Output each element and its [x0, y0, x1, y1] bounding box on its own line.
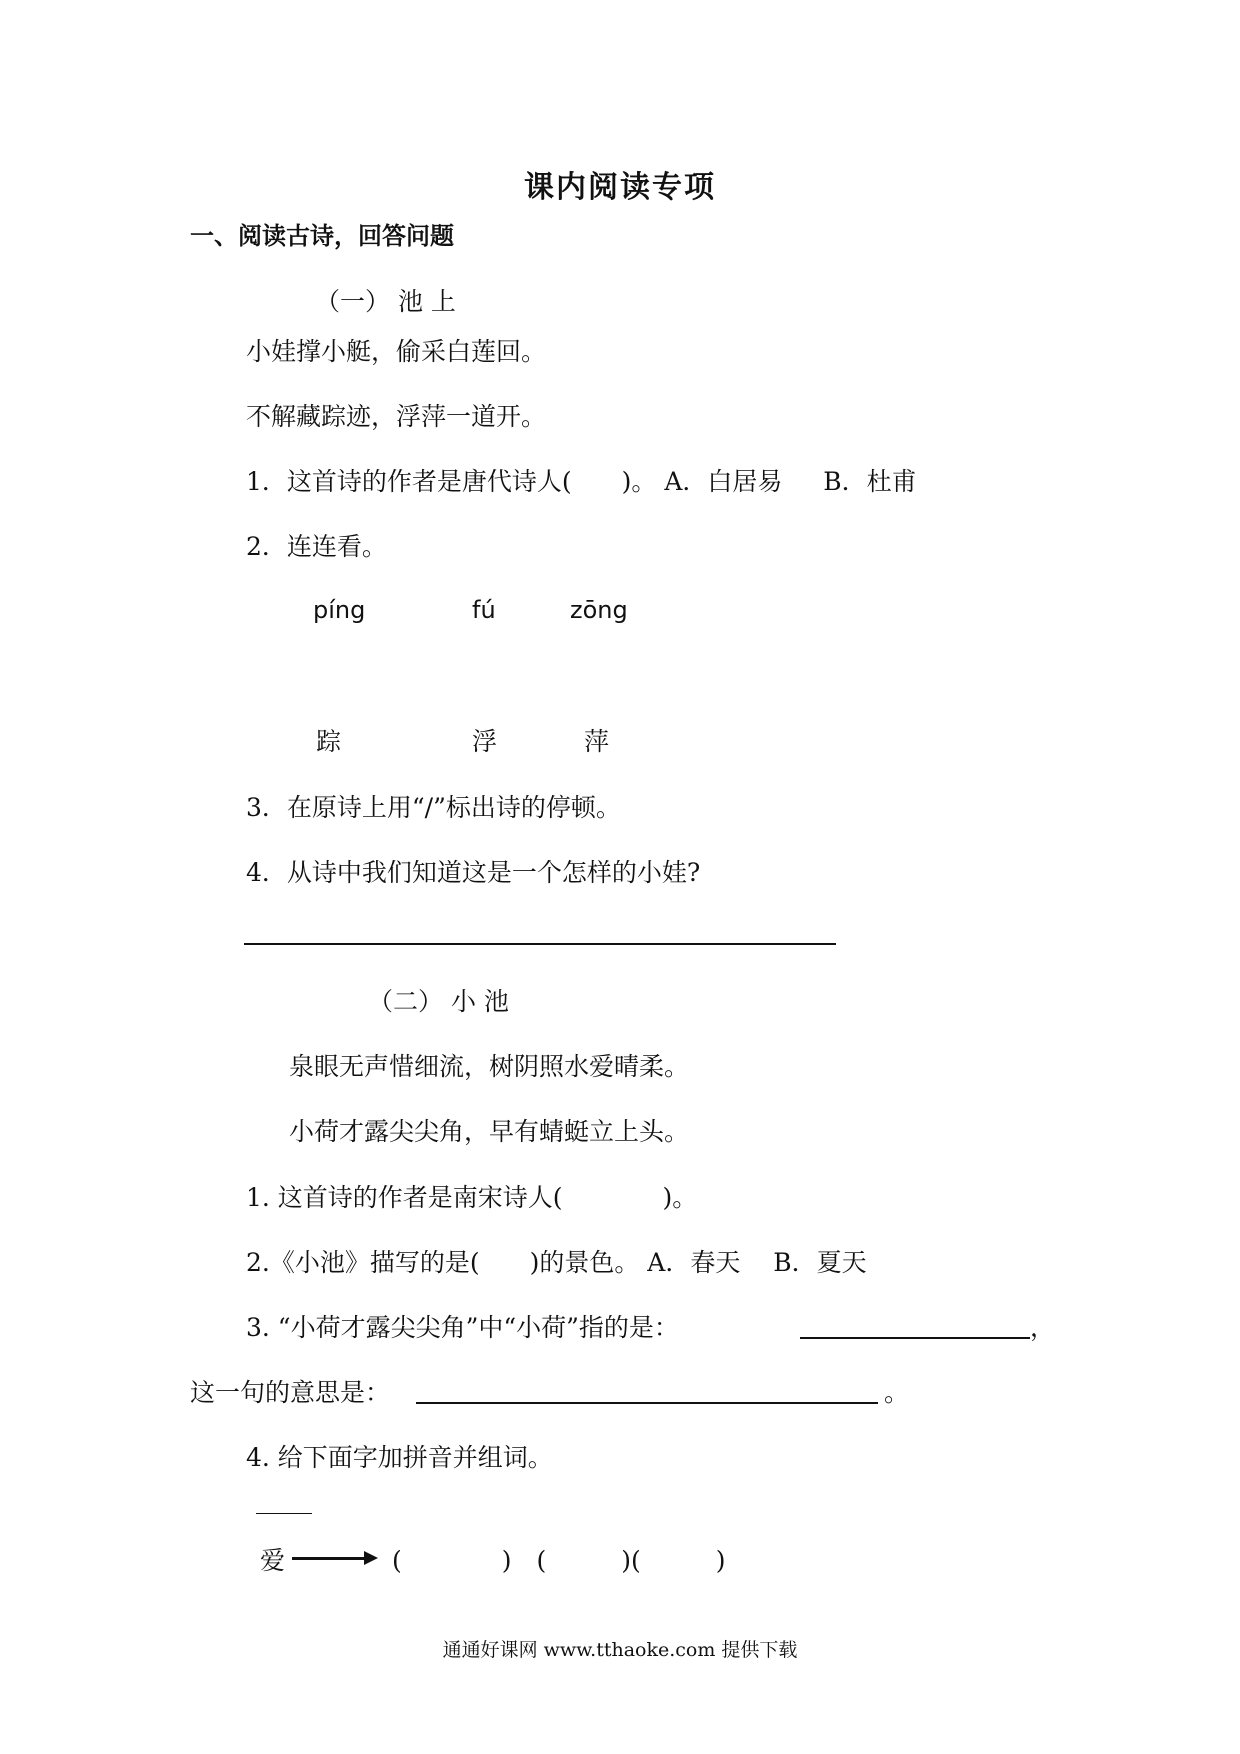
poem1-question-3: 3．在原诗上用“/”标出诗的停顿。 [246, 793, 621, 822]
arrow-right-icon [364, 1551, 378, 1565]
poem1-line-1: 小娃撑小艇，偷采白莲回。 [246, 337, 547, 366]
arrow-line [292, 1557, 366, 1560]
match-char-3: 萍 [584, 727, 610, 756]
pinyin-blank-line[interactable] [256, 1513, 312, 1514]
answer-line[interactable] [800, 1337, 1030, 1339]
page-title: 课内阅读专项 [524, 170, 716, 205]
pinyin-2: fú [472, 596, 496, 624]
poem1-question-1: 1．这首诗的作者是唐代诗人( )。 A．白居易 B．杜甫 [246, 467, 917, 496]
poem1-question-2: 2．连连看。 [246, 532, 387, 561]
poem2-question-3-text: 3. “小荷才露尖尖角”中“小荷”指的是： [246, 1313, 679, 1342]
footer: 通通好课网 www.tthaoke.com 提供下载 [442, 1639, 798, 1661]
answer-line[interactable] [244, 943, 836, 945]
poem2-title: （二） 小 池 [368, 987, 509, 1016]
answer-line[interactable] [416, 1402, 878, 1404]
pinyin-3: zōng [570, 596, 628, 624]
q4-blanks: ( ) ( )( ) [392, 1546, 726, 1575]
match-char-2: 浮 [472, 727, 498, 756]
section-heading: 一、阅读古诗，回答问题 [190, 222, 454, 250]
poem2-question-3 [246, 1308, 679, 1344]
poem1-question-4: 4．从诗中我们知道这是一个怎样的小娃? [246, 858, 701, 887]
q4-char: 爱 [260, 1546, 286, 1575]
pinyin-1: píng [313, 596, 366, 624]
poem2-line-1: 泉眼无声惜细流，树阴照水爱晴柔。 [289, 1052, 690, 1081]
poem1-line-2: 不解藏踪迹，浮萍一道开。 [246, 402, 547, 431]
poem2-question-1: 1. 这首诗的作者是南宋诗人( )。 [246, 1183, 698, 1212]
question-3-period: 。 [884, 1378, 910, 1407]
poem2-question-2: 2.《小池》描写的是( )的景色。 A．春天 B．夏天 [246, 1248, 867, 1277]
poem2-line-2: 小荷才露尖尖角，早有蜻蜓立上头。 [289, 1117, 690, 1146]
poem2-question-3-line2: 这一句的意思是： [190, 1378, 391, 1407]
poem1-title-text: （一） 池 上 [315, 287, 456, 316]
question-3-comma: ， [1030, 1313, 1056, 1342]
poem2-question-4: 4. 给下面字加拼音并组词。 [246, 1443, 553, 1472]
poem1-title [315, 282, 456, 318]
match-char-1: 踪 [316, 727, 342, 756]
